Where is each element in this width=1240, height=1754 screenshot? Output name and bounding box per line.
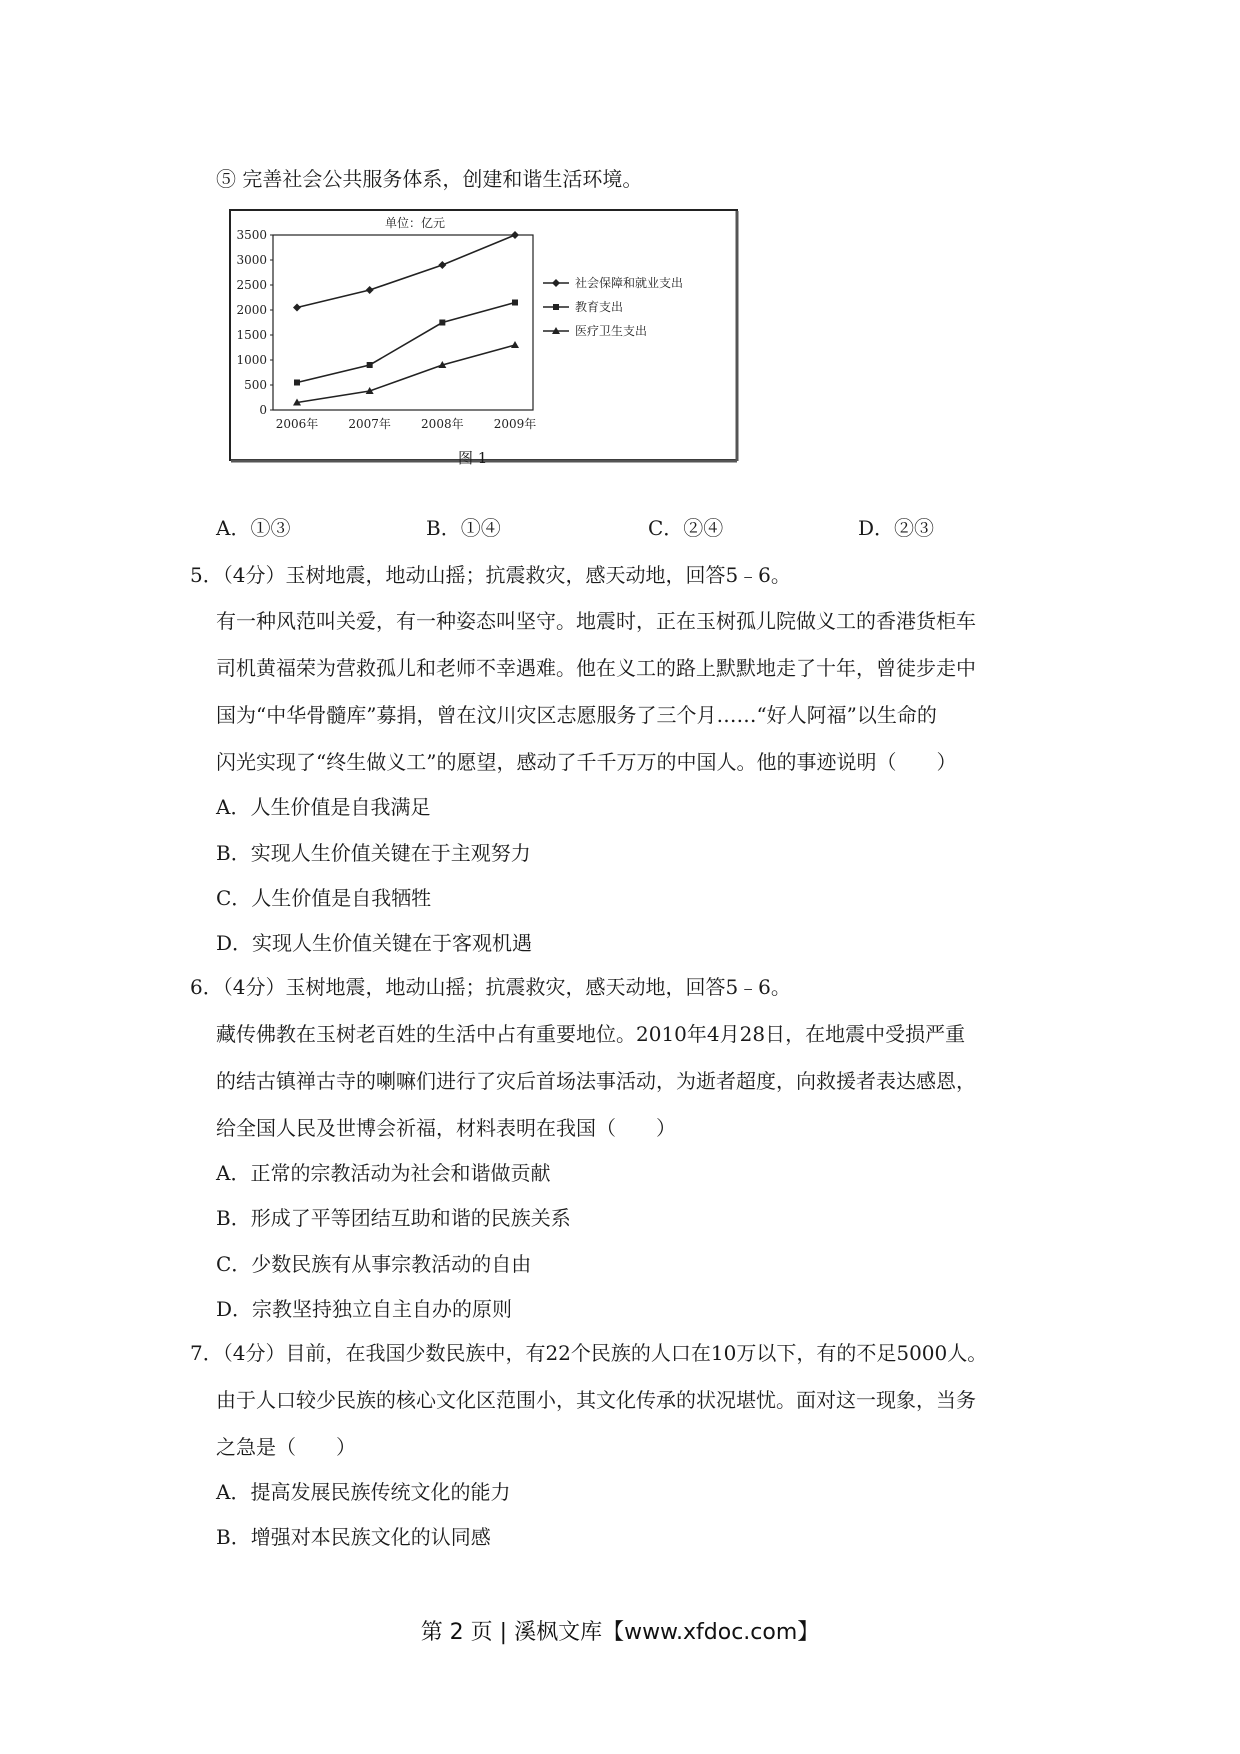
x-tick-label: 2006年 (275, 417, 319, 431)
y-tick-label: 2000 (236, 303, 267, 317)
item-5-statement: ⑤ 完善社会公共服务体系，创建和谐生活环境。 (216, 167, 643, 191)
q5-option-b: B．实现人生价值关键在于主观努力 (216, 841, 531, 865)
page-footer: 第 2 页 | 溪枫文库【www.xfdoc.com】 (420, 1620, 820, 1645)
q4-option-a: A．①③ (216, 516, 291, 540)
q6-stem: 6．（4分）玉树地震，地动山摇；抗震救灾，感天动地，回答5﹣6。 (190, 975, 791, 999)
q6-material-line: 的结古镇禅古寺的喇嘛们进行了灾后首场法事活动，为逝者超度，向救援者表达感恩， (216, 1069, 976, 1093)
data-point-marker (512, 300, 518, 306)
q5-material-line: 国为“中华骨髓库”募捐，曾在汶川灾区志愿服务了三个月……“好人阿福”以生命的 (216, 703, 937, 727)
q5-stem: 5．（4分）玉树地震，地动山摇；抗震救灾，感天动地，回答5﹣6。 (190, 563, 791, 587)
legend-label: 社会保障和就业支出 (575, 276, 684, 290)
y-tick-label: 1500 (236, 328, 267, 342)
x-tick-label: 2009年 (493, 417, 537, 431)
figure-1-chart (225, 205, 745, 470)
q4-option-d: D．②③ (858, 516, 935, 540)
data-point-marker (367, 362, 373, 368)
q5-option-a: A．人生价值是自我满足 (216, 795, 431, 819)
legend-marker (553, 304, 559, 310)
x-tick-label: 2008年 (421, 417, 464, 431)
q7-option-a: A．提高发展民族传统文化的能力 (216, 1480, 511, 1504)
q5-material-line: 司机黄福荣为营救孤儿和老师不幸遇难。他在义工的路上默默地走了十年，曾徒步走中 (216, 656, 976, 680)
q5-option-d: D．实现人生价值关键在于客观机遇 (216, 931, 533, 955)
y-tick-label: 2500 (236, 278, 267, 292)
q4-option-b: B．①④ (426, 516, 501, 540)
line-chart (225, 205, 745, 470)
q6-option-b: B．形成了平等团结互助和谐的民族关系 (216, 1206, 571, 1230)
q7-option-b: B．增强对本民族文化的认同感 (216, 1525, 491, 1549)
legend-label: 医疗卫生支出 (575, 324, 648, 338)
q4-option-c: C．②④ (648, 516, 724, 540)
chart-unit-label: 单位：亿元 (384, 216, 446, 230)
y-tick-label: 500 (244, 378, 267, 392)
q6-material-line: 藏传佛教在玉树老百姓的生活中占有重要地位。2010年4月28日，在地震中受损严重 (216, 1022, 966, 1046)
q5-material-line: 有一种风范叫关爱，有一种姿态叫坚守。地震时，正在玉树孤儿院做义工的香港货柜车 (216, 609, 976, 633)
q6-option-c: C．少数民族有从事宗教活动的自由 (216, 1252, 532, 1276)
q7-material-line: 之急是（ ） (216, 1435, 356, 1459)
y-tick-label: 3000 (236, 253, 267, 267)
x-tick-label: 2007年 (348, 417, 391, 431)
data-point-marker (294, 380, 300, 386)
y-tick-label: 1000 (236, 353, 267, 367)
q6-material-line: 给全国人民及世博会祈福，材料表明在我国（ ） (216, 1116, 676, 1140)
y-tick-label: 0 (259, 403, 267, 417)
q5-option-c: C．人生价值是自我牺牲 (216, 886, 432, 910)
q5-material-line: 闪光实现了“终生做义工”的愿望，感动了千千万万的中国人。他的事迹说明（ ） (216, 750, 957, 774)
data-point-marker (439, 320, 445, 326)
q7-stem: 7．（4分）目前，在我国少数民族中，有22个民族的人口在10万以下，有的不足5000人。 (190, 1341, 988, 1365)
q6-option-a: A．正常的宗教活动为社会和谐做贡献 (216, 1161, 551, 1185)
q7-material-line: 由于人口较少民族的核心文化区范围小，其文化传承的状况堪忧。面对这一现象，当务 (216, 1388, 976, 1412)
legend-label: 教育支出 (575, 300, 624, 314)
figure-caption: 图 1 (458, 449, 488, 467)
y-tick-label: 3500 (236, 228, 267, 242)
q6-option-d: D．宗教坚持独立自主自办的原则 (216, 1297, 513, 1321)
